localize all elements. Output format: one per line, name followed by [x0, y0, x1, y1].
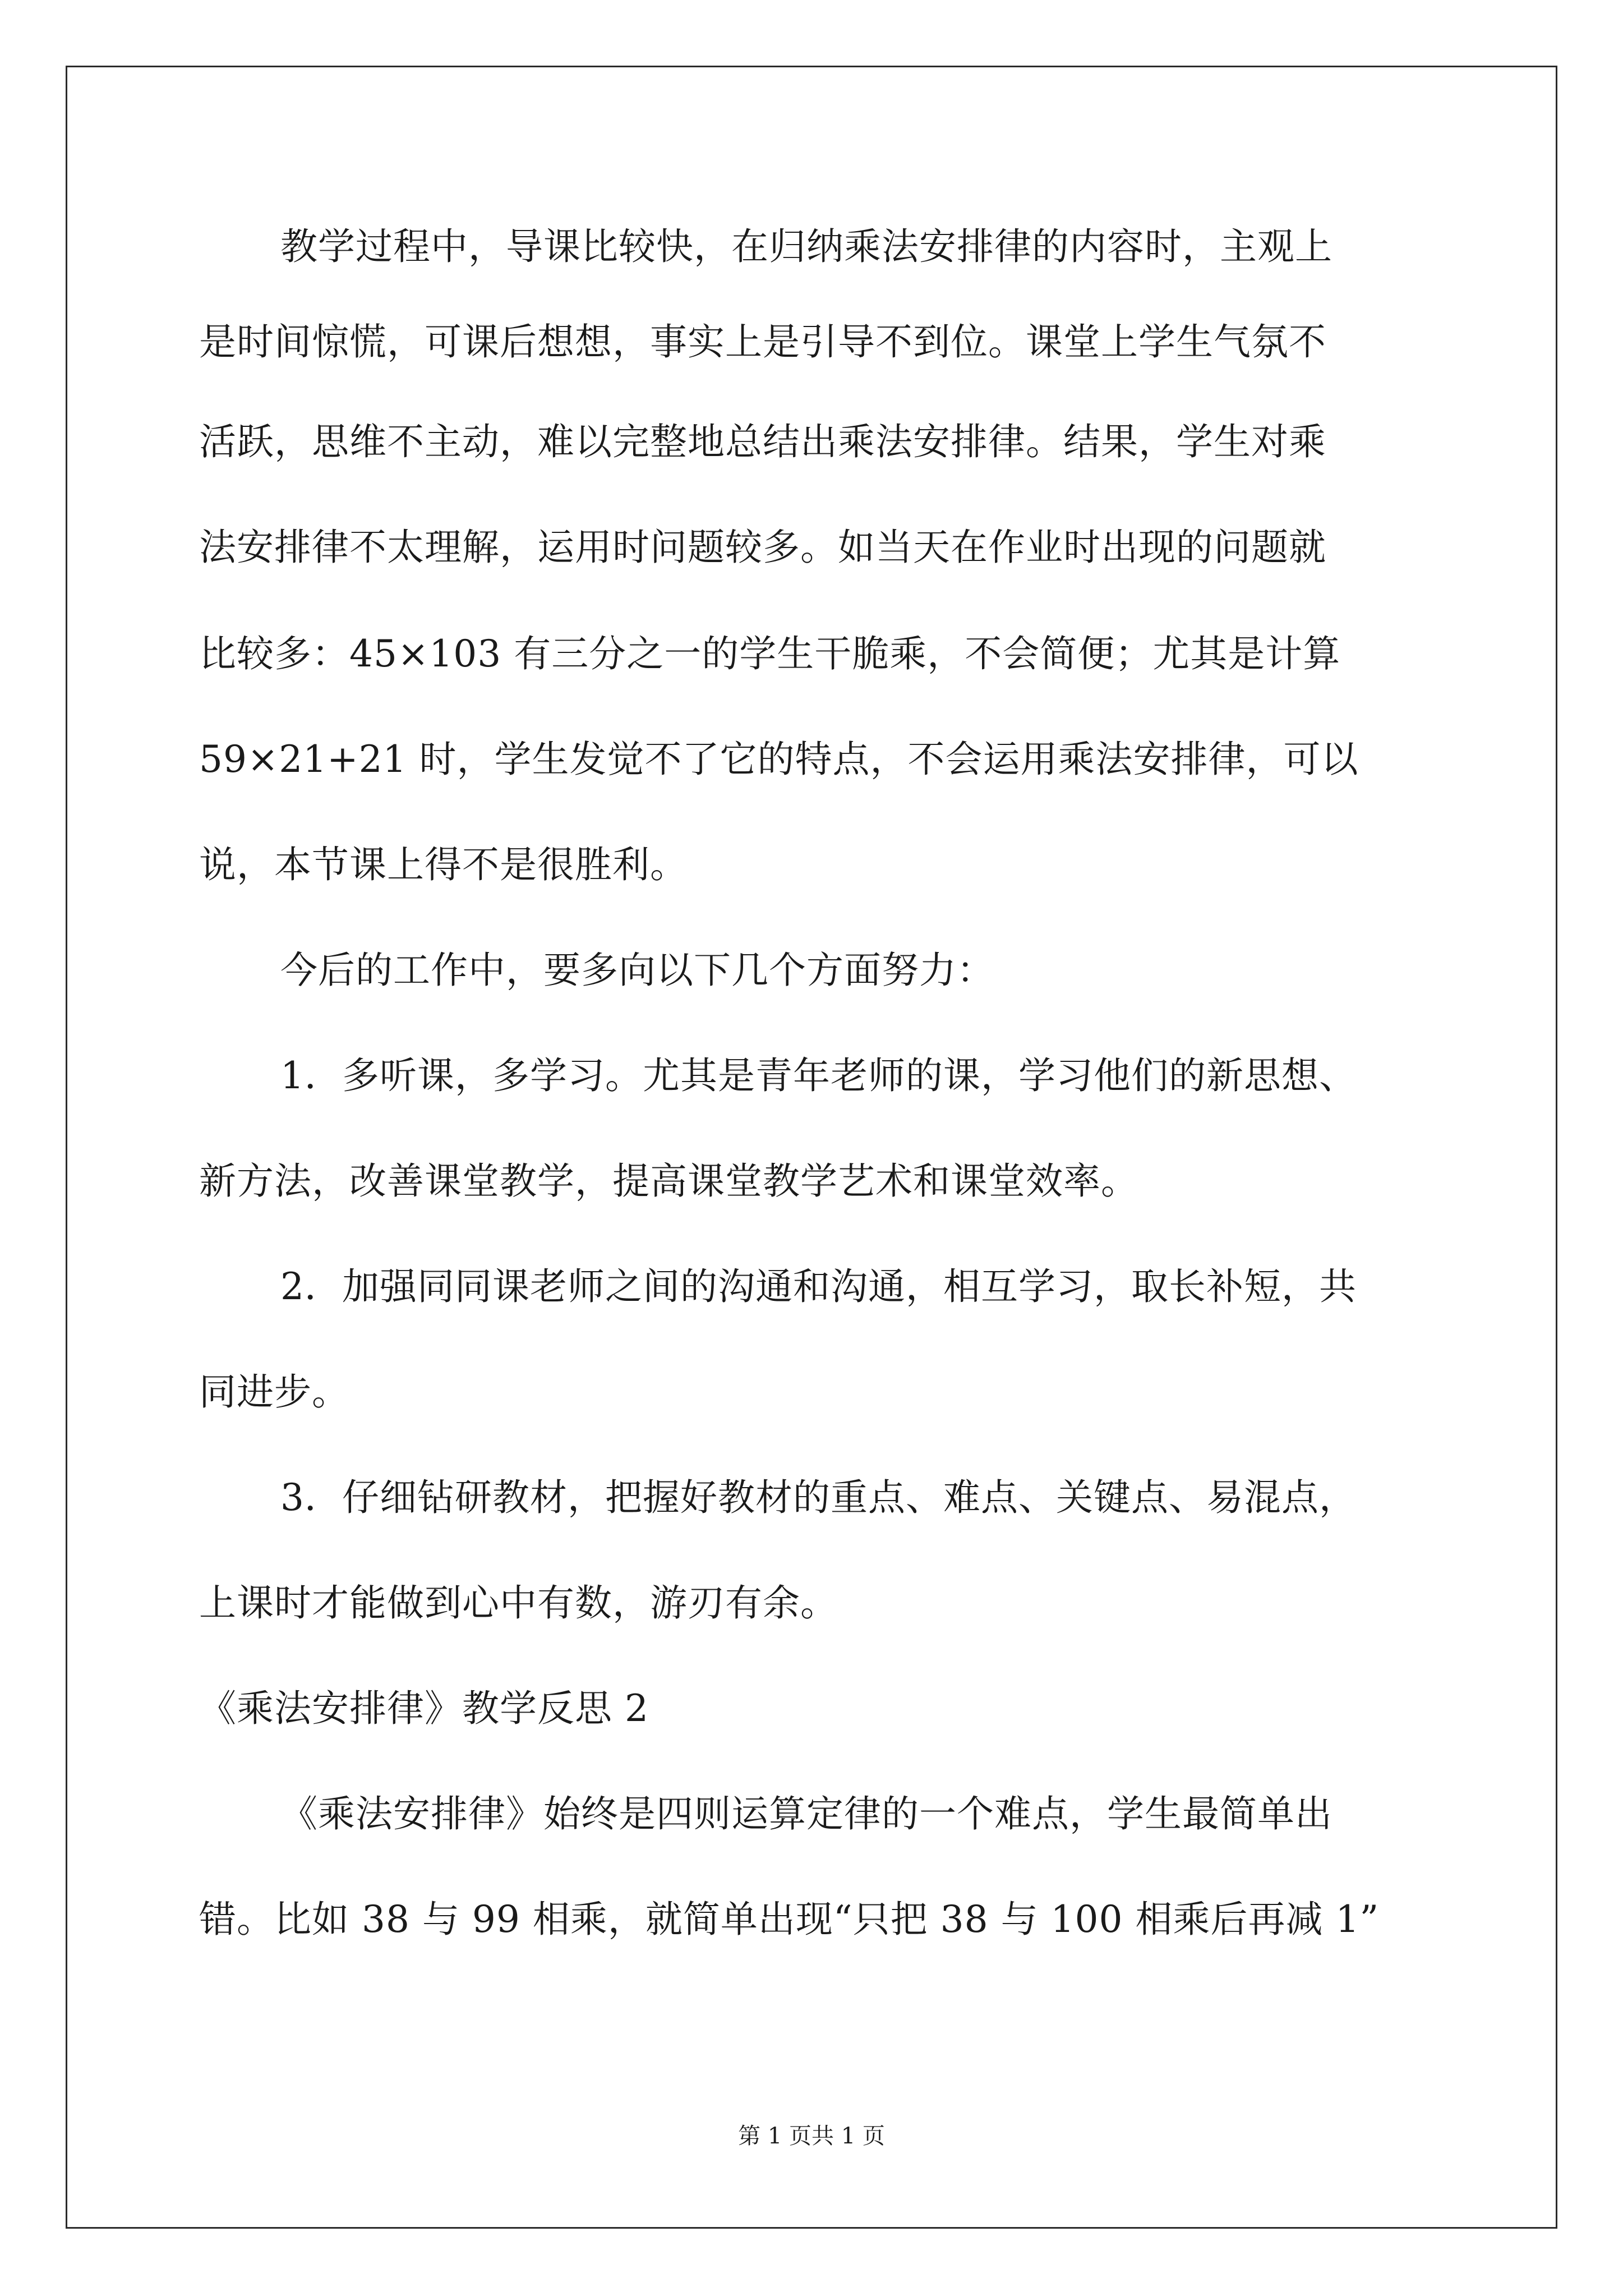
- body-line-2: 是时间惊慌，可课后想想，事实上是引导不到位。课堂上学生气氛不: [199, 320, 1326, 364]
- body-line-3: 活跃，思维不主动，难以完整地总结出乘法安排律。结果，学生对乘: [199, 420, 1326, 463]
- list-item-3-line-1: 3．仔细钻研教材，把握好教材的重点、难点、关键点、易混点，: [280, 1476, 1357, 1519]
- list-item-2-line-1: 2．加强同同课老师之间的沟通和沟通，相互学习，取长补短，共: [280, 1265, 1357, 1308]
- body-line-6: 59×21+21 时，学生发觉不了它的特点，不会运用乘法安排律，可以: [199, 738, 1359, 781]
- body-line-4: 法安排律不太理解，运用时问题较多。如当天在作业时出现的问题就: [199, 526, 1326, 569]
- page-total: 共 1 页: [811, 2123, 885, 2149]
- body-line-7: 说，本节课上得不是很胜利。: [199, 843, 688, 886]
- list-item-2-line-2: 同进步。: [199, 1370, 349, 1414]
- body-line-5: 比较多：45×103 有三分之一的学生干脆乘，不会简便；尤其是计算: [199, 632, 1341, 675]
- page-footer: [0, 2119, 1623, 2153]
- section-heading: 《乘法安排律》教学反思 2: [199, 1687, 649, 1730]
- body-line-10: 错。比如 38 与 99 相乘，就简单出现“只把 38 与 100 相乘后再减 1”: [199, 1898, 1380, 1941]
- list-item-1-line-1: 1．多听课，多学习。尤其是青年老师的课，学习他们的新思想、: [280, 1054, 1357, 1097]
- body-line-8: 今后的工作中，要多向以下几个方面努力：: [280, 949, 994, 992]
- page-number: 第 1 页: [738, 2123, 811, 2149]
- list-item-3-line-2: 上课时才能做到心中有数，游刃有余。: [199, 1581, 838, 1625]
- body-line-9: 《乘法安排律》始终是四则运算定律的一个难点，学生最简单出: [280, 1792, 1332, 1835]
- body-line-1: 教学过程中，导课比较快，在归纳乘法安排律的内容时，主观上: [280, 225, 1332, 268]
- list-item-1-line-2: 新方法，改善课堂教学，提高课堂教学艺术和课堂效率。: [199, 1159, 1138, 1203]
